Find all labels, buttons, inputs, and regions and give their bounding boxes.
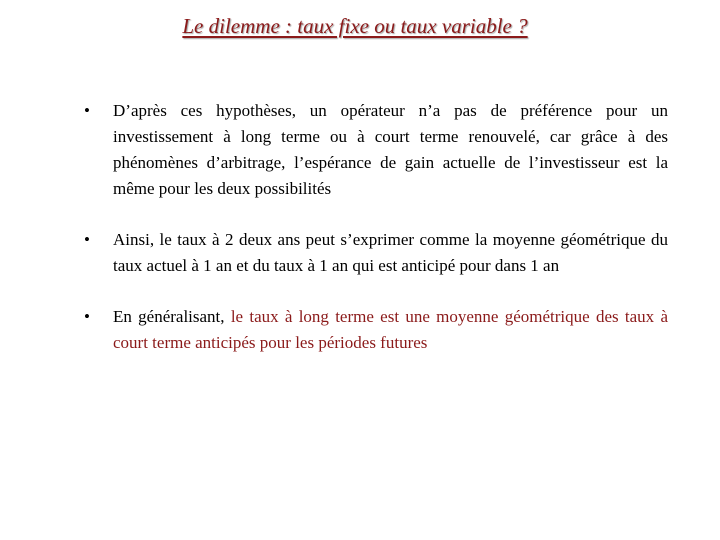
bullet-item bbox=[84, 304, 668, 356]
bullet-text-highlight: le taux à long terme est une moyenne géométrique des taux à court terme anticipés pour les périodes futures bbox=[113, 307, 668, 352]
bullet-marker: • bbox=[84, 101, 90, 120]
slide-title: Le dilemme : taux fixe ou taux variable ? bbox=[182, 14, 528, 38]
bullet-item bbox=[84, 98, 668, 202]
bullet-list bbox=[84, 98, 668, 381]
bullet-item bbox=[84, 227, 668, 279]
bullet-marker: • bbox=[84, 307, 90, 326]
bullet-text-plain: En généralisant, bbox=[113, 307, 231, 326]
bullet-text: D’après ces hypothèses, un opérateur n’a pas de préférence pour un investissement à long terme ou à court terme renouvelé, car grâce à des phénomènes d’arbitrage, l’espérance de gain actuelle de l’investisseur est la même pour les deux possibilités bbox=[113, 101, 668, 198]
bullet-text: Ainsi, le taux à 2 deux ans peut s’exprimer comme la moyenne géométrique du taux actuel à 1 an et du taux à 1 an qui est anticipé pour dans 1 an bbox=[113, 230, 668, 275]
bullet-marker: • bbox=[84, 230, 90, 249]
